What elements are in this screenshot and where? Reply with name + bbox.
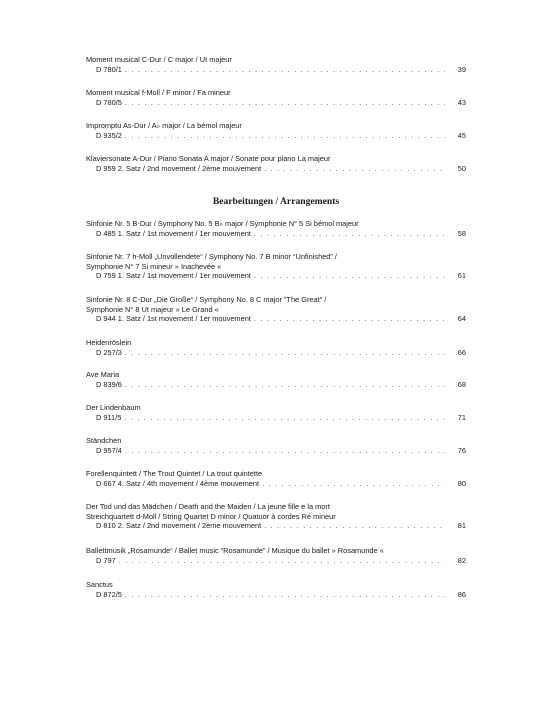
dot-leader [262, 479, 445, 489]
toc-entry [86, 546, 466, 565]
entry-catalog: D 780/1 [96, 64, 122, 74]
entry-title-continued: Symphonie N° 7 Si mineur » Inachevée « [86, 261, 222, 271]
section-heading: Bearbeitungen / Arrangements [212, 196, 340, 207]
dot-leader [124, 413, 445, 423]
entry-page-number: 68 [457, 379, 466, 389]
dot-leader [119, 556, 445, 566]
dot-leader [125, 131, 445, 141]
dot-leader [125, 98, 445, 108]
entry-title-continued: Symphonie N° 8 Ut majeur » Le Grand « [86, 304, 219, 314]
dot-leader [125, 348, 445, 358]
entry-catalog: D 911/5 [96, 412, 122, 422]
toc-entry [86, 370, 466, 389]
entry-catalog: D 944 1. Satz / 1st movement / 1er mouvement [96, 314, 251, 324]
entry-title: Moment musical C-Dur / C major / Ut majeur [86, 55, 232, 64]
entry-title-continued: Streichquartett d-Moll / String Quartet D minor / Quatuor à cordes Ré mineur [86, 511, 336, 521]
entry-page-number: 58 [457, 228, 466, 238]
entry-catalog: D 759 1. Satz / 1st movement / 1er mouvement [96, 271, 251, 281]
toc-entry [86, 502, 466, 531]
entry-title: Ständchen [86, 436, 122, 445]
entry-title: Sinfonie Nr. 7 h-Moll „Unvollendete“ / Symphony No. 7 B minor “Unfinished” / [86, 252, 337, 261]
entry-title: Ave Maria [86, 370, 120, 379]
entry-catalog: D 780/5 [96, 97, 122, 107]
entry-catalog: D 667 4. Satz / 4th movement / 4ème mouvement [96, 478, 260, 488]
entry-page-number: 64 [457, 314, 466, 324]
dot-leader [264, 164, 445, 174]
entry-catalog: D 839/6 [96, 379, 122, 389]
toc-entry [86, 295, 466, 324]
entry-title: Der Lindenbaum [86, 403, 141, 412]
entry-page-number: 39 [457, 64, 466, 74]
entry-title: Sanctus [86, 580, 113, 589]
entry-title: Heidenröslein [86, 338, 132, 347]
entry-catalog: D 257/3 [96, 347, 122, 357]
toc-entry [86, 154, 466, 173]
entry-page-number: 61 [457, 271, 466, 281]
entry-catalog: D 797 [96, 555, 116, 565]
toc-entry [86, 219, 466, 238]
dot-leader [125, 380, 445, 390]
entry-catalog: D 872/5 [96, 589, 122, 599]
toc-entry [86, 121, 466, 140]
entry-catalog: D 935/2 [96, 130, 122, 140]
dot-leader [254, 314, 445, 324]
toc-entry [86, 403, 466, 422]
entry-title: Der Tod und das Mädchen / Death and the Maiden / La jeune fille e la mort [86, 502, 330, 511]
toc-entry [86, 338, 466, 357]
dot-leader [254, 271, 445, 281]
entry-page-number: 76 [457, 445, 466, 455]
entry-title: Ballettmusik „Rosamunde“ / Ballet music “Rosamunde” / Musique du ballet » Rosamunde « [86, 546, 384, 555]
dot-leader [254, 229, 445, 239]
entry-title: Sinfonie Nr. 8 C-Dur „Die Große“ / Symphony No. 8 C major “The Great” / [86, 295, 327, 304]
entry-page-number: 81 [457, 521, 466, 531]
dot-leader [125, 590, 445, 600]
entry-title: Sinfonie Nr. 5 B-Dur / Symphony No. 5 B♭ major / Symphonie N° 5 Si bémol majeur [86, 219, 359, 228]
entry-page-number: 82 [457, 555, 466, 565]
entry-page-number: 66 [457, 347, 466, 357]
dot-leader [264, 521, 445, 531]
dot-leader [125, 65, 445, 75]
toc-entry [86, 55, 466, 74]
toc-entry [86, 469, 466, 488]
entry-title: Forellenquintett / The Trout Quintet / La trout quintette [86, 469, 263, 478]
entry-page-number: 45 [457, 130, 466, 140]
toc-entry [86, 436, 466, 455]
entry-catalog: D 485 1. Satz / 1st movement / 1er mouvement [96, 228, 251, 238]
entry-title: Klaviersonate A-Dur / Piano Sonata A major / Sonate pour piano La majeur [86, 154, 331, 163]
entry-title: Moment musical f-Moll / F minor / Fa mineur [86, 88, 231, 97]
entry-page-number: 80 [457, 478, 466, 488]
toc-entry [86, 580, 466, 599]
entry-catalog: D 810 2. Satz / 2nd movement / 2ème mouvement [96, 521, 262, 531]
entry-page-number: 43 [457, 97, 466, 107]
entry-page-number: 86 [457, 589, 466, 599]
toc-entry [86, 252, 466, 281]
entry-catalog: D 957/4 [96, 445, 122, 455]
entry-page-number: 50 [457, 163, 466, 173]
entry-page-number: 71 [457, 412, 466, 422]
toc-entry [86, 88, 466, 107]
entry-title: Impromptu As-Dur / A♭ major / La bémol majeur [86, 121, 242, 130]
dot-leader [125, 446, 445, 456]
entry-catalog: D 959 2. Satz / 2nd movement / 2ème mouvement [96, 163, 262, 173]
